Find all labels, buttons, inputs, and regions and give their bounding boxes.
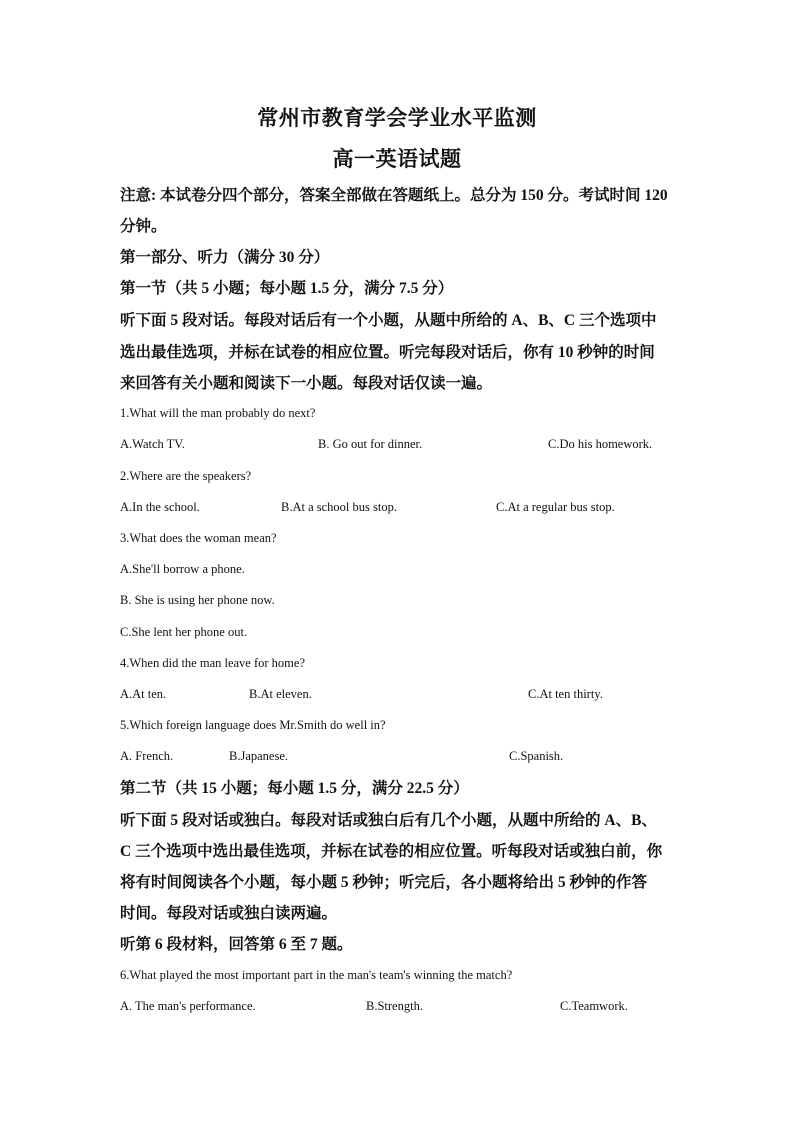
question-1-option-a: A.Watch TV. [120, 437, 185, 451]
question-3-option-b: B. She is using her phone now. [120, 593, 275, 607]
question-2-option-a: A.In the school. [120, 500, 200, 514]
question-4-option-c: C.At ten thirty. [528, 687, 603, 701]
notice-line-2: 分钟。 [120, 218, 167, 235]
question-3-option-a: A.She'll borrow a phone. [120, 562, 245, 576]
question-1-option-c: C.Do his homework. [548, 437, 653, 451]
question-5-option-c: C.Spanish. [509, 749, 564, 763]
question-5-option-a: A. French. [120, 749, 174, 763]
material-6-note: 听第 6 段材料，回答第 6 至 7 题。 [120, 936, 353, 953]
question-6-option-b: B.Strength. [366, 999, 423, 1013]
section2-heading: 第二节（共 15 小题；每小题 1.5 分，满分 22.5 分） [120, 780, 469, 797]
section2-instruction-2: C 三个选项中选出最佳选项，并标在试卷的相应位置。听每段对话或独白前，你 [120, 843, 663, 860]
question-4-stem: 4.When did the man leave for home? [120, 656, 305, 670]
question-6-stem: 6.What played the most important part in the man's team's winning the match? [120, 968, 513, 982]
question-1-stem: 1.What will the man probably do next? [120, 406, 316, 420]
question-6-option-a: A. The man's performance. [120, 999, 256, 1013]
exam-subtitle: 高一英语试题 [332, 147, 462, 171]
question-6-option-c: C.Teamwork. [560, 999, 628, 1013]
question-4-option-b: B.At eleven. [249, 687, 312, 701]
section2-instruction-1: 听下面 5 段对话或独白。每段对话或独白后有几个小题，从题中所给的 A、B、 [120, 812, 657, 829]
question-3-stem: 3.What does the woman mean? [120, 531, 277, 545]
question-2-option-b: B.At a school bus stop. [281, 500, 397, 514]
question-5-option-b: B.Japanese. [229, 749, 289, 763]
question-1-option-b: B. Go out for dinner. [318, 437, 423, 451]
section1-instruction-2: 选出最佳选项，并标在试卷的相应位置。听完每段对话后，你有 10 秒钟的时间 [120, 344, 655, 361]
section1-heading: 第一节（共 5 小题；每小题 1.5 分，满分 7.5 分） [120, 280, 454, 297]
section1-instruction-1: 听下面 5 段对话。每段对话后有一个小题，从题中所给的 A、B、C 三个选项中 [120, 312, 657, 329]
notice-line-1: 注意: 本试卷分四个部分，答案全部做在答题纸上。总分为 150 分。考试时间 120 [120, 187, 668, 204]
section2-instruction-4: 时间。每段对话或独白读两遍。 [120, 905, 338, 922]
part1-heading: 第一部分、听力（满分 30 分） [120, 249, 330, 266]
question-3-option-c: C.She lent her phone out. [120, 625, 248, 639]
section1-instruction-3: 来回答有关小题和阅读下一小题。每段对话仅读一遍。 [120, 375, 493, 392]
question-2-option-c: C.At a regular bus stop. [496, 500, 615, 514]
question-2-stem: 2.Where are the speakers? [120, 469, 252, 483]
exam-title: 常州市教育学会学业水平监测 [257, 106, 537, 130]
question-5-stem: 5.Which foreign language does Mr.Smith do well in? [120, 718, 386, 732]
section2-instruction-3: 将有时间阅读各个小题，每小题 5 秒钟；听完后，各小题将给出 5 秒钟的作答 [120, 874, 648, 891]
question-4-option-a: A.At ten. [120, 687, 167, 701]
